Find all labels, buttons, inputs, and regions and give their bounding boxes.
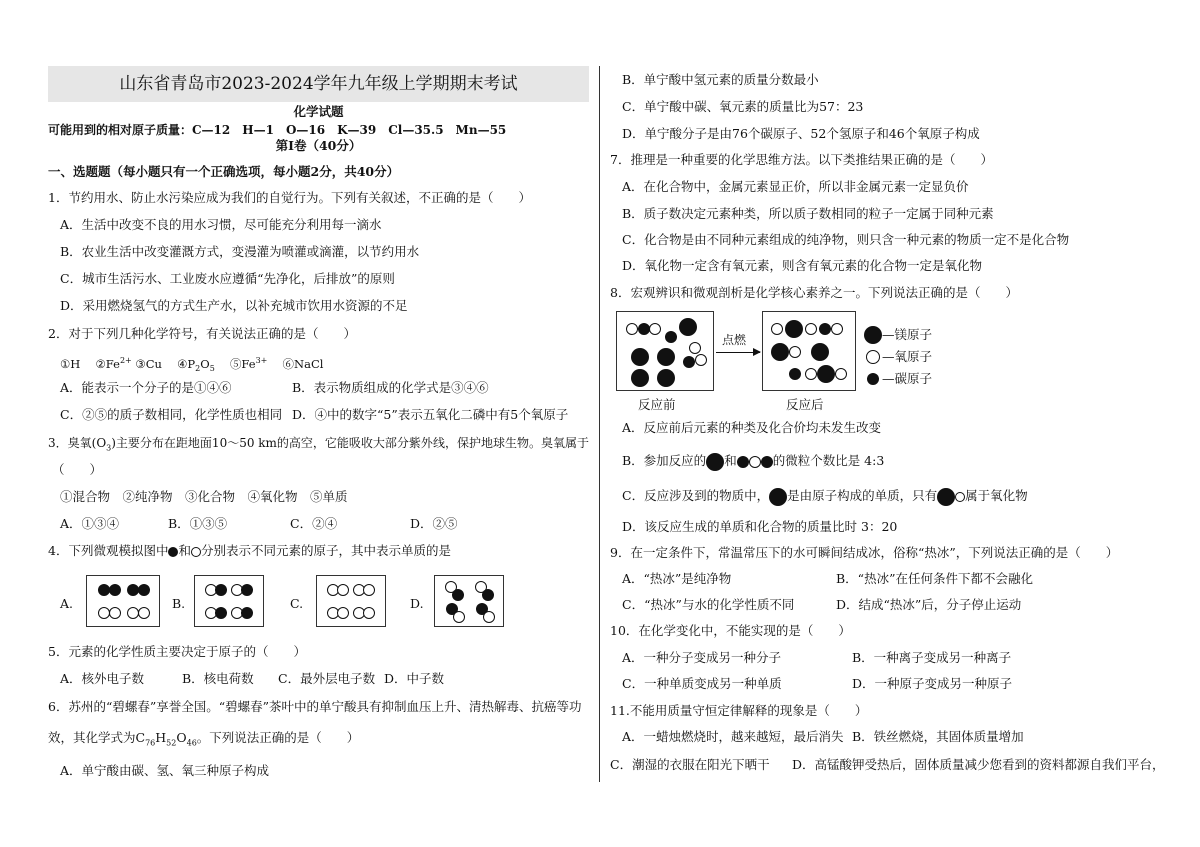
q3-stem-tail: （ ） (52, 462, 103, 477)
q7-option-a: A．在化合物中，金属元素显正价，所以非金属元素一定显负价 (622, 179, 969, 194)
q5-stem: 5．元素的化学性质主要决定于原子的（ ） (48, 644, 306, 659)
q2-symbols: ①H $②Fe^{2+}$ ③Cu $④P_2O_5$ $⑤Fe^{3+}$ ⑥NaCl (60, 356, 324, 374)
q8-before-label: 反应前 (638, 397, 676, 412)
q4-label-d: D. (410, 596, 424, 611)
q9-option-c: C．“热冰”与水的化学性质不同 (622, 597, 795, 612)
carbon-atom-icon (737, 456, 749, 468)
q11-option-b: B．铁丝燃烧，其固体质量增加 (852, 729, 1024, 744)
q8-after-label: 反应后 (786, 397, 824, 412)
q8-option-b: B．参加反应的 和 的微粒个数比是 4:3 (622, 451, 884, 471)
q10-option-b: B．一种离子变成另一种离子 (852, 650, 1012, 665)
magnesium-atom-icon (706, 453, 724, 471)
q10-option-c: C．一种单质变成另一种单质 (622, 676, 782, 691)
q8-before-diagram (616, 311, 714, 391)
q6-option-d: D．单宁酸分子是由76个碳原子、52个氢原子和46个氧原子构成 (622, 126, 980, 141)
q1-option-c: C．城市生活污水、工业废水应遵循“先净化，后排放”的原则 (60, 271, 395, 286)
q9-option-b: B．“热冰”在任何条件下都不会融化 (836, 571, 1033, 586)
q6-option-c: C．单宁酸中碳、氧元素的质量比为57：23 (622, 99, 864, 114)
part1-heading: 一、选题题（每小题只有一个正确选项，每小题2分，共40分） (48, 164, 400, 179)
q5-option-b: B．核电荷数 (182, 671, 254, 686)
q4-stem: 4．下列微观模拟图中 和 分别表示不同元素的原子，其中表示单质的是 (48, 543, 451, 558)
q11-option-c: C．潮湿的衣服在阳光下晒干 (610, 757, 770, 772)
legend-oxygen: —氧原子 (882, 349, 933, 364)
carbon-atom-icon (761, 456, 773, 468)
q2-option-b: B．表示物质组成的化学式是③④⑥ (292, 380, 489, 395)
q9-option-a: A．“热冰”是纯净物 (622, 571, 732, 586)
subject-title: 化学试题 (293, 104, 344, 119)
q6-option-a: A．单宁酸由碳、氢、氧三种原子构成 (60, 763, 270, 778)
q3-stem: 3．臭氧$(O_3)$主要分布在距地面10～50 km的高空，它能吸收大部分紫外线，保护地球生物。臭氧属于 (48, 436, 589, 453)
q4-diagram-a (86, 575, 160, 627)
exam-title: 山东省青岛市2023-2024学年九年级上学期期末考试 (119, 74, 518, 94)
q8-option-a: A．反应前后元素的种类及化合价均未发生改变 (622, 420, 882, 435)
q7-option-b: B．质子数决定元素种类，所以质子数相同的粒子一定属于同种元素 (622, 206, 994, 221)
oxygen-atom-icon (749, 456, 761, 468)
q10-option-d: D．一种原子变成另一种原子 (852, 676, 1013, 691)
atomic-masses: 可能用到的相对原子质量：C—12 H—1 O—16 K—39 Cl—35.5 Mn—55 (48, 123, 507, 137)
q6-option-b: B．单宁酸中氢元素的质量分数最小 (622, 72, 819, 87)
q3-option-a: A．①③④ (60, 516, 120, 531)
magnesium-atom-icon (769, 488, 787, 506)
q3-choices: ①混合物 ②纯净物 ③化合物 ④氧化物 ⑤单质 (60, 489, 348, 504)
q5-option-a: A．核外电子数 (60, 671, 145, 686)
q1-option-b: B．农业生活中改变灌溉方式，变漫灌为喷灌或滴灌，以节约用水 (60, 244, 420, 259)
q8-option-c: C．反应涉及到的物质中， 是由原子构成的单质，只有 属于氧化物 (622, 486, 1028, 506)
q4-diagram-d (434, 575, 504, 627)
q6-stem-line2: 效，其化学式为$C_{76}H_{52}O_{46}$。下列说法正确的是（ ） (48, 730, 360, 748)
magnesium-atom-icon (864, 326, 882, 344)
q8-option-d: D．该反应生成的单质和化合物的质量比时 3：20 (622, 519, 898, 534)
oxygen-atom-icon (955, 492, 965, 502)
magnesium-atom-icon (937, 488, 955, 506)
q2-option-c: C．②⑤的质子数相同，化学性质也相同 (60, 407, 283, 422)
q11-option-d: D．高锰酸钾受热后，固体质量减少您看到的资料都源自我们平台， (792, 757, 1165, 772)
q4-diagram-c (316, 575, 386, 627)
q5-option-c: C．最外层电子数 (278, 671, 376, 686)
q2-option-d: D．④中的数字“5”表示五氧化二磷中有5个氧原子 (292, 407, 569, 422)
q4-label-a: A. (60, 596, 74, 611)
q7-option-d: D．氧化物一定含有氧元素，则含有氧元素的化合物一定是氧化物 (622, 258, 983, 273)
q11-stem: 11.不能用质量守恒定律解释的现象是（ ） (610, 703, 868, 718)
white-atom-icon (191, 547, 201, 557)
reaction-arrow-icon (716, 352, 760, 353)
q8-after-diagram (762, 311, 856, 391)
oxygen-atom-icon (866, 350, 880, 364)
q7-stem: 7．推理是一种重要的化学思维方法。以下类推结果正确的是（ ） (610, 152, 993, 167)
q6-stem-line1: 6．苏州的“碧螺春”享誉全国。“碧螺春”茶叶中的单宁酸具有抑制血压上升、清热解毒、抗癌等功 (48, 699, 582, 714)
q8-arrow-label: 点燃 (722, 333, 747, 347)
q9-option-d: D．结成“热冰”后，分子停止运动 (836, 597, 1022, 612)
column-divider (599, 66, 600, 782)
q4-label-b: B. (172, 596, 186, 611)
q7-option-c: C．化合物是由不同种元素组成的纯净物，则只含一种元素的物质一定不是化合物 (622, 232, 1070, 247)
q2-option-a: A．能表示一个分子的是①④⑥ (60, 380, 232, 395)
legend-magnesium: —镁原子 (882, 327, 933, 342)
q5-option-d: D．中子数 (384, 671, 445, 686)
section-label: 第Ⅰ卷（40分） (275, 138, 362, 153)
q9-stem: 9．在一定条件下，常温常压下的水可瞬间结成冰，俗称“热冰”，下列说法正确的是（ ） (610, 545, 1119, 560)
q1-option-a: A．生活中改变不良的用水习惯，尽可能充分利用每一滴水 (60, 217, 382, 232)
black-atom-icon (168, 547, 178, 557)
legend-carbon: —碳原子 (882, 371, 933, 386)
q4-label-c: C. (290, 596, 304, 611)
q3-option-c: C．②④ (290, 516, 338, 531)
q3-option-b: B．①③⑤ (168, 516, 228, 531)
q8-stem: 8．宏观辨识和微观剖析是化学核心素养之一。下列说法正确的是（ ） (610, 285, 1018, 300)
q1-option-d: D．采用燃烧氢气的方式生产水，以补充城市饮用水资源的不足 (60, 298, 408, 313)
carbon-atom-icon (867, 373, 879, 385)
q11-option-a: A．一蜡烛燃烧时，越来越短，最后消失 (622, 729, 844, 744)
q3-option-d: D．②⑤ (410, 516, 458, 531)
q4-diagram-b (194, 575, 264, 627)
q10-option-a: A．一种分子变成另一种分子 (622, 650, 782, 665)
q1-stem: 1．节约用水、防止水污染应成为我们的自觉行为。下列有关叙述，不正确的是（ ） (48, 190, 531, 205)
q2-stem: 2．对于下列几种化学符号，有关说法正确的是（ ） (48, 326, 356, 341)
q10-stem: 10．在化学变化中，不能实现的是（ ） (610, 623, 851, 638)
